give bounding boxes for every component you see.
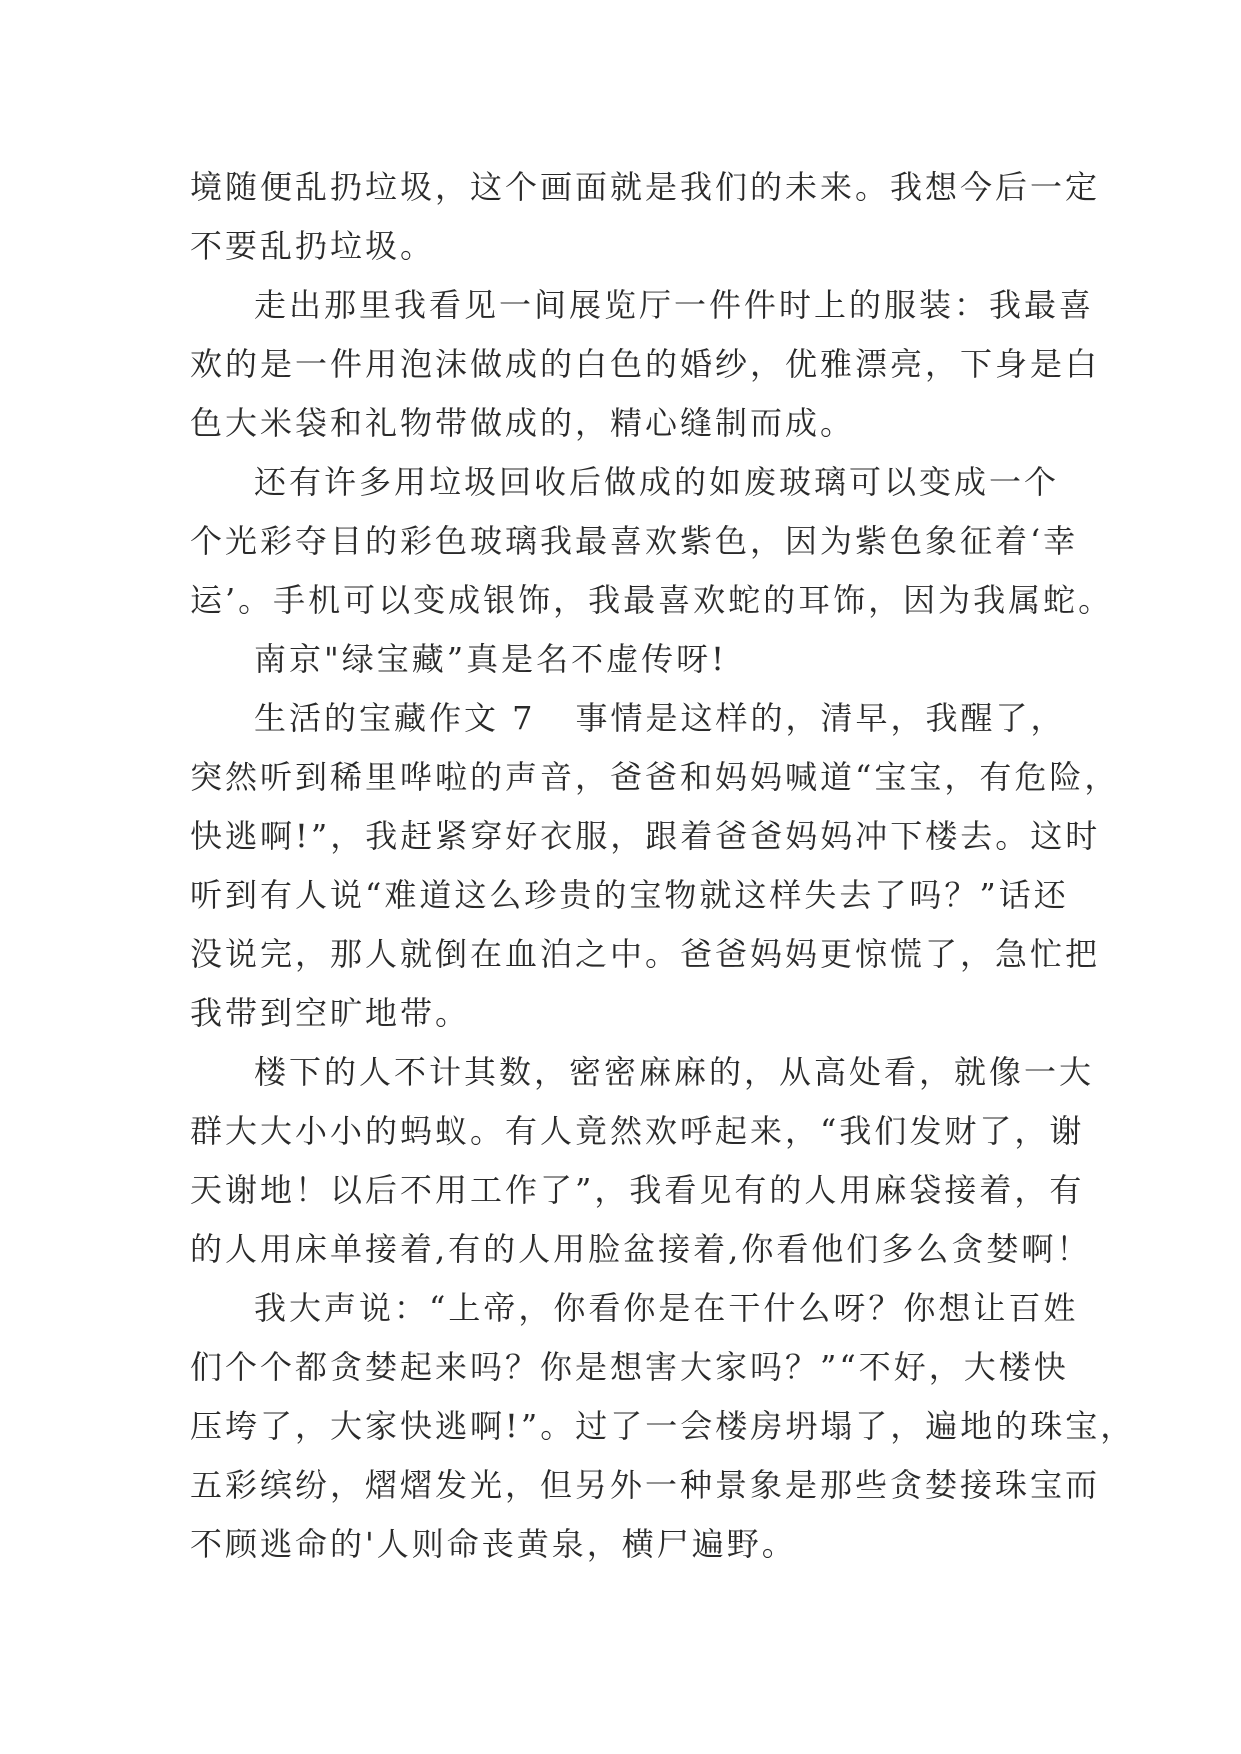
text-line: 个光彩夺目的彩色玻璃我最喜欢紫色，因为紫色象征着‘幸 bbox=[190, 522, 1079, 560]
text-line: 境随便乱扔垃圾，这个画面就是我们的未来。我想今后一定 bbox=[190, 168, 1101, 206]
text-line: 突然听到稀里哗啦的声音，爸爸和妈妈喊道“宝宝，有危险， bbox=[190, 758, 1120, 796]
text-line: 欢的是一件用泡沫做成的白色的婚纱，优雅漂亮，下身是白 bbox=[190, 345, 1101, 383]
text-line: 没说完，那人就倒在血泊之中。爸爸妈妈更惊慌了，急忙把 bbox=[190, 935, 1101, 973]
text-line: 快逃啊!”，我赶紧穿好衣服，跟着爸爸妈妈冲下楼去。这时 bbox=[190, 817, 1101, 855]
text-line: 五彩缤纷，熠熠发光，但另外一种景象是那些贪婪接珠宝而 bbox=[190, 1466, 1101, 1504]
text-line: 色大米袋和礼物带做成的，精心缝制而成。 bbox=[190, 404, 856, 442]
text-line: 们个个都贪婪起来吗？你是想害大家吗？”“不好，大楼快 bbox=[190, 1348, 1069, 1386]
text-line: 天谢地！以后不用工作了”，我看见有的人用麻袋接着，有 bbox=[190, 1171, 1085, 1209]
text-line: 压垮了，大家快逃啊!”。过了一会楼房坍塌了，遍地的珠宝， bbox=[190, 1407, 1136, 1445]
text-line: 听到有人说“难道这么珍贵的宝物就这样失去了吗？”话还 bbox=[190, 876, 1069, 914]
text-line: 运’。手机可以变成银饰，我最喜欢蛇的耳饰，因为我属蛇。 bbox=[190, 581, 1114, 619]
text-line: 事情是这样的，清早，我醒了， bbox=[575, 699, 1066, 737]
text-line: 群大大小小的蚂蚁。有人竟然欢呼起来，“我们发财了，谢 bbox=[190, 1112, 1085, 1150]
document-body bbox=[190, 158, 1136, 1574]
text-line: 不顾逃命的'人则命丧黄泉，横尸遍野。 bbox=[190, 1525, 797, 1563]
text-line: 的人用床单接着,有的人用脸盆接着,你看他们多么贪婪啊！ bbox=[190, 1230, 1092, 1268]
text-line: 不要乱扔垃圾。 bbox=[190, 227, 436, 265]
paragraph-start-line: 我大声说：“上帝，你看你是在干什么呀？你想让百姓 bbox=[254, 1289, 1079, 1327]
essay-heading: 生活的宝藏作文 7 bbox=[254, 699, 536, 737]
paragraph-start-line: 走出那里我看见一间展览厅一件件时上的服装：我最喜 bbox=[254, 286, 1095, 324]
paragraph-start-line: 南京"绿宝藏”真是名不虚传呀! bbox=[254, 640, 727, 678]
paragraph-start-line: 还有许多用垃圾回收后做成的如废玻璃可以变成一个 bbox=[254, 463, 1060, 501]
section-heading-line bbox=[190, 689, 1070, 748]
text-line: 我带到空旷地带。 bbox=[190, 994, 471, 1032]
paragraph-start-line: 楼下的人不计其数，密密麻麻的，从高处看，就像一大 bbox=[254, 1053, 1095, 1091]
